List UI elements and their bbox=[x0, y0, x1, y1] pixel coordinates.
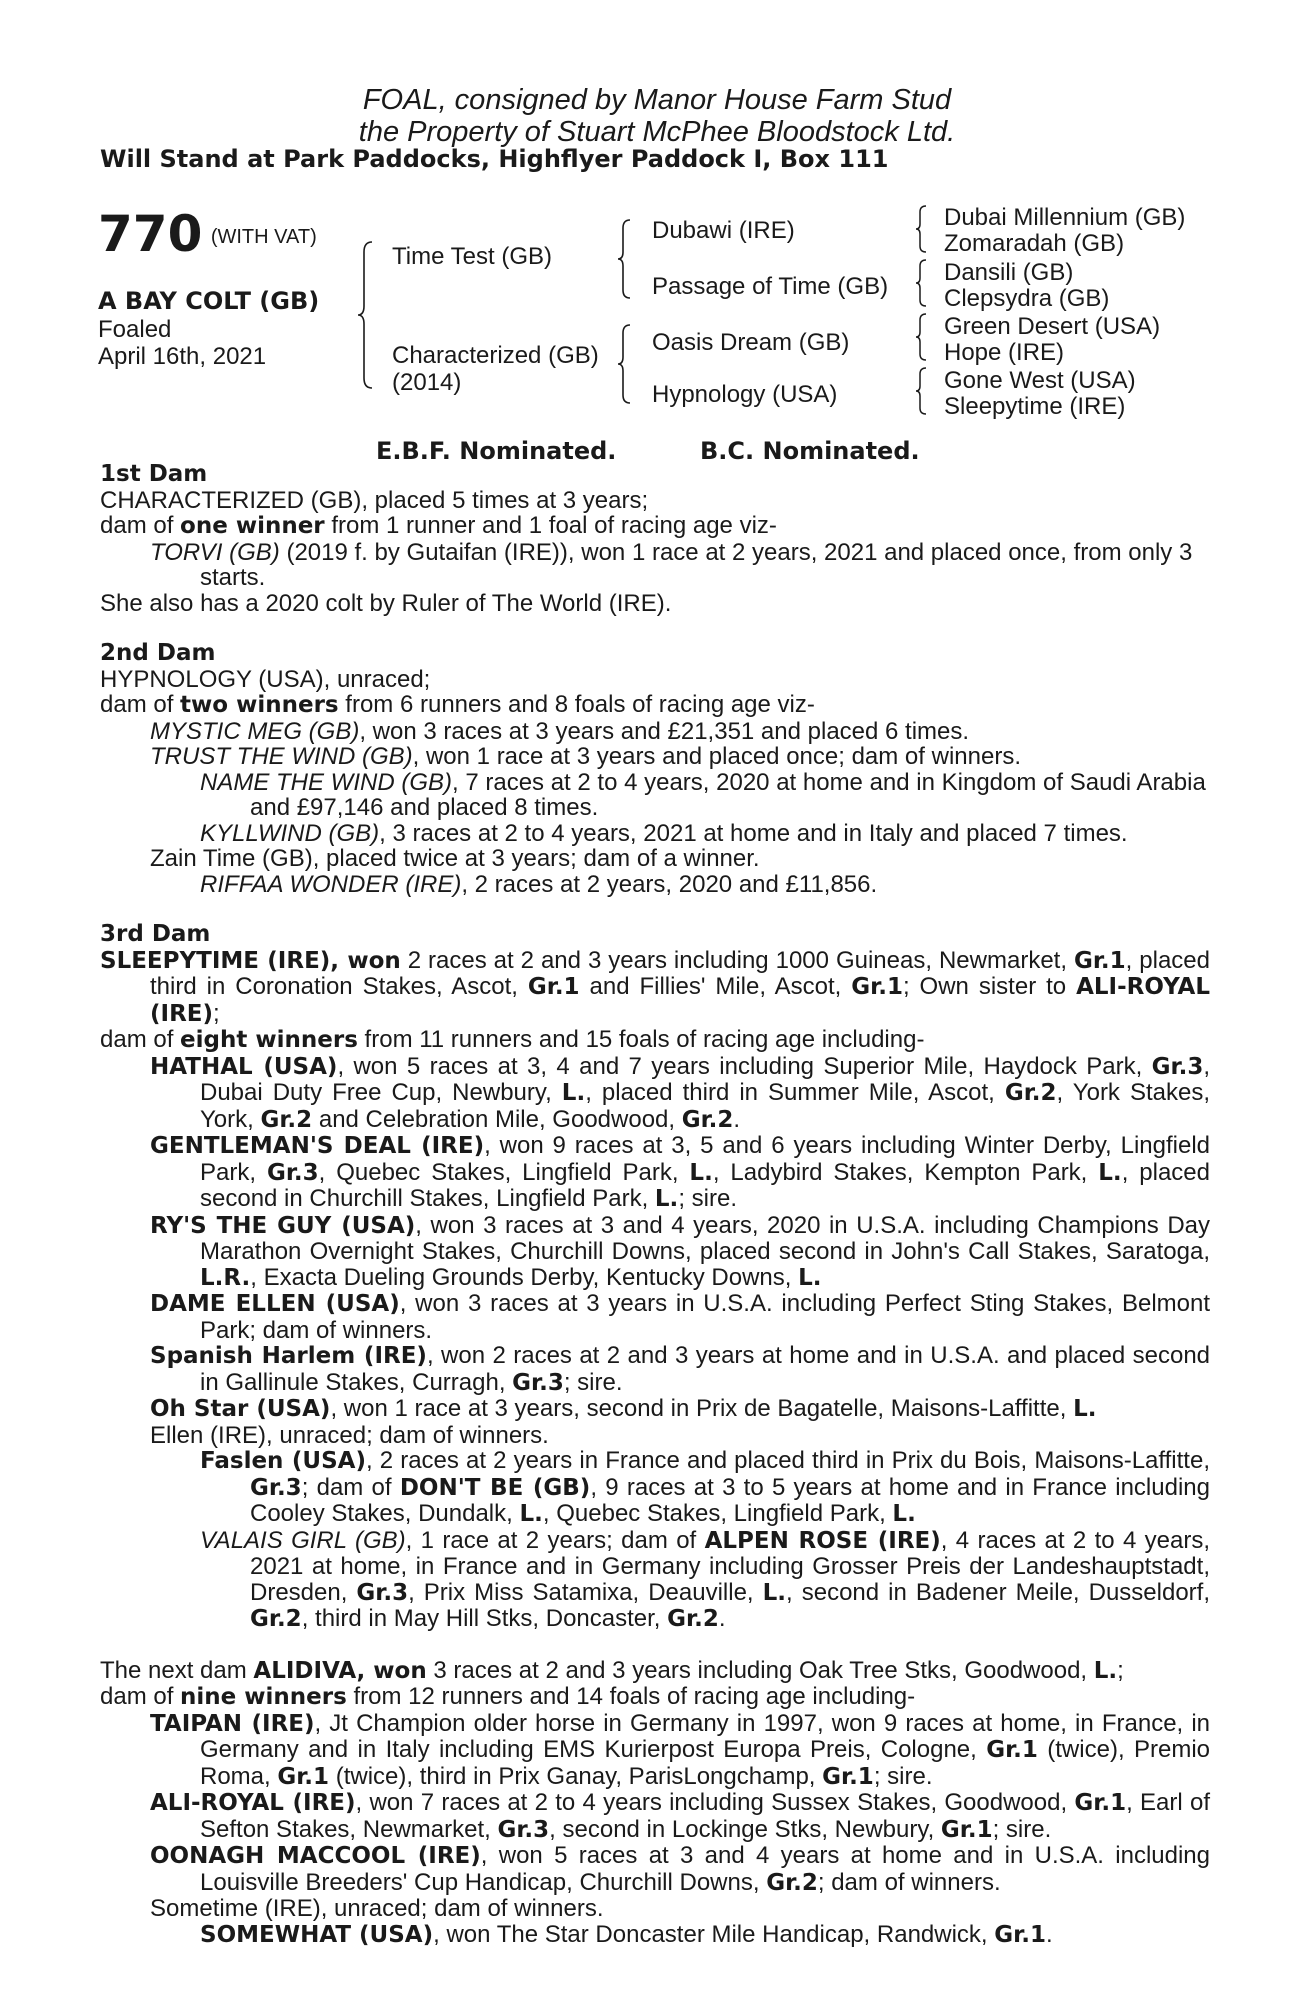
second-dam-produce: dam of two winners from 6 runners and 8 foals of racing age viz- bbox=[100, 691, 815, 718]
second-dam-heading: 2nd Dam bbox=[100, 640, 216, 666]
dam: Characterized (GB) bbox=[392, 342, 599, 369]
valais-girl-entry: VALAIS GIRL (GB), 1 race at 2 years; dam of ALPEN ROSE (IRE), 4 races at 2 to 4 years, 2021 at home, in France and in Germany including Grosser Preis der Landeshauptstadt, Dresden, Gr.3, Prix Miss Satamixa, Deauville, L., second in Badener Meile, Dusseldorf, Gr.2, third in May Hill Stks, Doncaster, Gr.2. bbox=[200, 1526, 1211, 1632]
ellen-entry: Ellen (IRE), unraced; dam of winners. bbox=[150, 1421, 549, 1449]
gentlemans-deal-entry: GENTLEMAN'S DEAL (IRE), won 9 races at 3, 5 and 6 years including Winter Derby, Lingfield Park, Gr.3, Quebec Stakes, Lingfield Park, L., Ladybird Stakes, Kempton Park, L., placed second in Churchill Stakes, Lingfield Park, L.; sire. bbox=[150, 1132, 1210, 1212]
pedigree-brace-ss bbox=[914, 204, 930, 254]
sometime-entry: Sometime (IRE), unraced; dam of winners. bbox=[150, 1895, 604, 1922]
sire: Time Test (GB) bbox=[392, 243, 553, 270]
first-dam-line: CHARACTERIZED (GB), placed 5 times at 3 years; bbox=[100, 486, 649, 514]
spanish-harlem-entry: Spanish Harlem (IRE), won 2 races at 2 and 3 years at home and in U.S.A. and placed second in Gallinule Stakes, Curragh, Gr.3; sire. bbox=[150, 1342, 1211, 1396]
dame-ellen-entry: DAME ELLEN (USA), won 3 races at 3 years in U.S.A. including Perfect Sting Stakes, Belmont Park; dam of winners. bbox=[150, 1290, 1211, 1344]
pedigree-brace-dd bbox=[914, 366, 930, 416]
oonagh-maccool-entry: OONAGH MACCOOL (IRE), won 5 races at 3 and 4 years at home and in U.S.A. including Louisville Breeders' Cup Handicap, Churchill Downs, Gr.2; dam of winners. bbox=[150, 1842, 1210, 1896]
foaled-label: Foaled bbox=[98, 316, 172, 343]
vat-label: (WITH VAT) bbox=[210, 226, 317, 248]
pedigree-brace-ds bbox=[914, 312, 930, 362]
pedigree-brace-sd bbox=[914, 258, 930, 308]
next-dam-line: The next dam ALIDIVA, won 3 races at 2 and 3 years including Oak Tree Stks, Goodwood, L.; bbox=[100, 1656, 1124, 1684]
ddd: Sleepytime (IRE) bbox=[944, 393, 1126, 420]
dam-year: (2014) bbox=[392, 369, 462, 396]
sire-dam: Passage of Time (GB) bbox=[652, 273, 889, 300]
ebf-nomination: E.B.F. Nominated. bbox=[376, 437, 617, 465]
bc-nomination: B.C. Nominated. bbox=[700, 437, 920, 465]
third-dam-produce: dam of eight winners from 11 runners and 15 foals of racing age including- bbox=[100, 1026, 925, 1053]
hathal-entry: HATHAL (USA), won 5 races at 3, 4 and 7 years including Superior Mile, Haydock Park, Gr.3, Dubai Duty Free Cup, Newbury, L., placed third in Summer Mile, Ascot, Gr.2, York Stakes, York, Gr.2 and Celebration Mile, Goodwood, Gr.2. bbox=[150, 1052, 1211, 1133]
first-dam-colt: She also has a 2020 colt by Ruler of The World (IRE). bbox=[100, 589, 672, 617]
faslen-entry: Faslen (USA), 2 races at 2 years in France and placed third in Prix du Bois, Maisons-Laffitte, Gr.3; dam of DON'T BE (GB), 9 races at 3 to 5 years at home and in France including Cooley Stakes, Dundalk, L., Quebec Stakes, Lingfield Park, L. bbox=[200, 1447, 1210, 1527]
trust-the-wind-entry: TRUST THE WIND (GB), won 1 race at 3 years and placed once; dam of winners. bbox=[150, 743, 1021, 770]
dam-sire: Oasis Dream (GB) bbox=[652, 329, 850, 356]
sdd: Clepsydra (GB) bbox=[944, 285, 1110, 312]
dss: Green Desert (USA) bbox=[944, 313, 1161, 340]
lot-block bbox=[98, 205, 317, 263]
location-line: Will Stand at Park Paddocks, Highflyer Paddock I, Box 111 bbox=[100, 145, 889, 173]
pedigree-notes bbox=[100, 462, 1210, 1948]
next-dam-produce: dam of nine winners from 12 runners and 14 foals of racing age including- bbox=[100, 1683, 916, 1710]
horse-name: A BAY COLT (GB) bbox=[98, 287, 320, 315]
ssd: Zomaradah (GB) bbox=[944, 230, 1125, 257]
sss: Dubai Millennium (GB) bbox=[944, 204, 1186, 231]
riffaa-wonder-entry: RIFFAA WONDER (IRE), 2 races at 2 years, 2020 and £11,856. bbox=[200, 870, 878, 898]
name-the-wind-entry: NAME THE WIND (GB), 7 races at 2 to 4 years, 2020 at home and in Kingdom of Saudi Arabia and £97,146 and placed 8 times. bbox=[200, 768, 1206, 821]
ali-royal-entry: ALI-ROYAL (IRE), won 7 races at 2 to 4 years including Sussex Stakes, Goodwood, Gr.1, Earl of Sefton Stakes, Newmarket, Gr.3, second in Lockinge Stks, Newbury, Gr.1; sire. bbox=[150, 1789, 1210, 1843]
first-dam-produce: dam of one winner from 1 runner and 1 foal of racing age viz- bbox=[100, 512, 777, 539]
dsd: Hope (IRE) bbox=[944, 339, 1065, 366]
sleepytime-entry: SLEEPYTIME (IRE), won 2 races at 2 and 3 years including 1000 Guineas, Newmarket, Gr.1, placed third in Coronation Stakes, Ascot, Gr.1 and Fillies' Mile, Ascot, Gr.1; Own sister to ALI-ROYAL (IRE); bbox=[100, 946, 1211, 1027]
pedigree-brace-main bbox=[356, 240, 376, 390]
mystic-meg-entry: MYSTIC MEG (GB), won 3 races at 3 years and £21,351 and placed 6 times. bbox=[150, 717, 970, 745]
pedigree-brace-sire bbox=[616, 218, 634, 300]
torvi-entry: TORVI (GB) (2019 f. by Gutaifan (IRE)), won 1 race at 2 years, 2021 and placed once, from only 3 starts. bbox=[150, 538, 1193, 591]
somewhat-entry: SOMEWHAT (USA), won The Star Doncaster Mile Handicap, Randwick, Gr.1. bbox=[200, 1920, 1053, 1948]
foaled-date: April 16th, 2021 bbox=[98, 343, 267, 370]
dam-dam: Hypnology (USA) bbox=[652, 381, 838, 408]
property-line: the Property of Stuart McPhee Bloodstock Ltd. bbox=[358, 116, 956, 148]
first-dam-heading: 1st Dam bbox=[100, 461, 208, 487]
consignor-line: FOAL, consigned by Manor House Farm Stud bbox=[362, 84, 952, 116]
dds: Gone West (USA) bbox=[944, 367, 1136, 394]
second-dam-line: HYPNOLOGY (USA), unraced; bbox=[100, 665, 431, 693]
lot-number: 770 bbox=[98, 205, 203, 263]
kyllwind-entry: KYLLWIND (GB), 3 races at 2 to 4 years, 2021 at home and in Italy and placed 7 times. bbox=[200, 819, 1128, 847]
sds: Dansili (GB) bbox=[944, 259, 1074, 286]
foaled-block bbox=[98, 316, 266, 370]
oh-star-entry: Oh Star (USA), won 1 race at 3 years, second in Prix de Bagatelle, Maisons-Laffitte, L. bbox=[150, 1395, 1097, 1422]
rys-the-guy-entry: RY'S THE GUY (USA), won 3 races at 3 and 4 years, 2020 in U.S.A. including Champions Day Marathon Overnight Stakes, Churchill Downs, placed second in John's Call Stakes, Saratoga, L.R., Exacta Dueling Grounds Derby, Kentucky Downs, L. bbox=[150, 1211, 1210, 1291]
third-dam-heading: 3rd Dam bbox=[100, 921, 211, 947]
sire-sire: Dubawi (IRE) bbox=[652, 217, 795, 244]
pedigree-brace-dam bbox=[616, 323, 634, 405]
taipan-entry: TAIPAN (IRE), Jt Champion older horse in Germany in 1997, won 9 races at home, in France, in Germany and in Italy including EMS Kurierpost Europa Preis, Cologne, Gr.1 (twice), Premio Roma, Gr.1 (twice), third in Prix Ganay, ParisLongchamp, Gr.1; sire. bbox=[150, 1709, 1211, 1790]
zain-time-entry: Zain Time (GB), placed twice at 3 years; dam of a winner. bbox=[150, 845, 760, 872]
